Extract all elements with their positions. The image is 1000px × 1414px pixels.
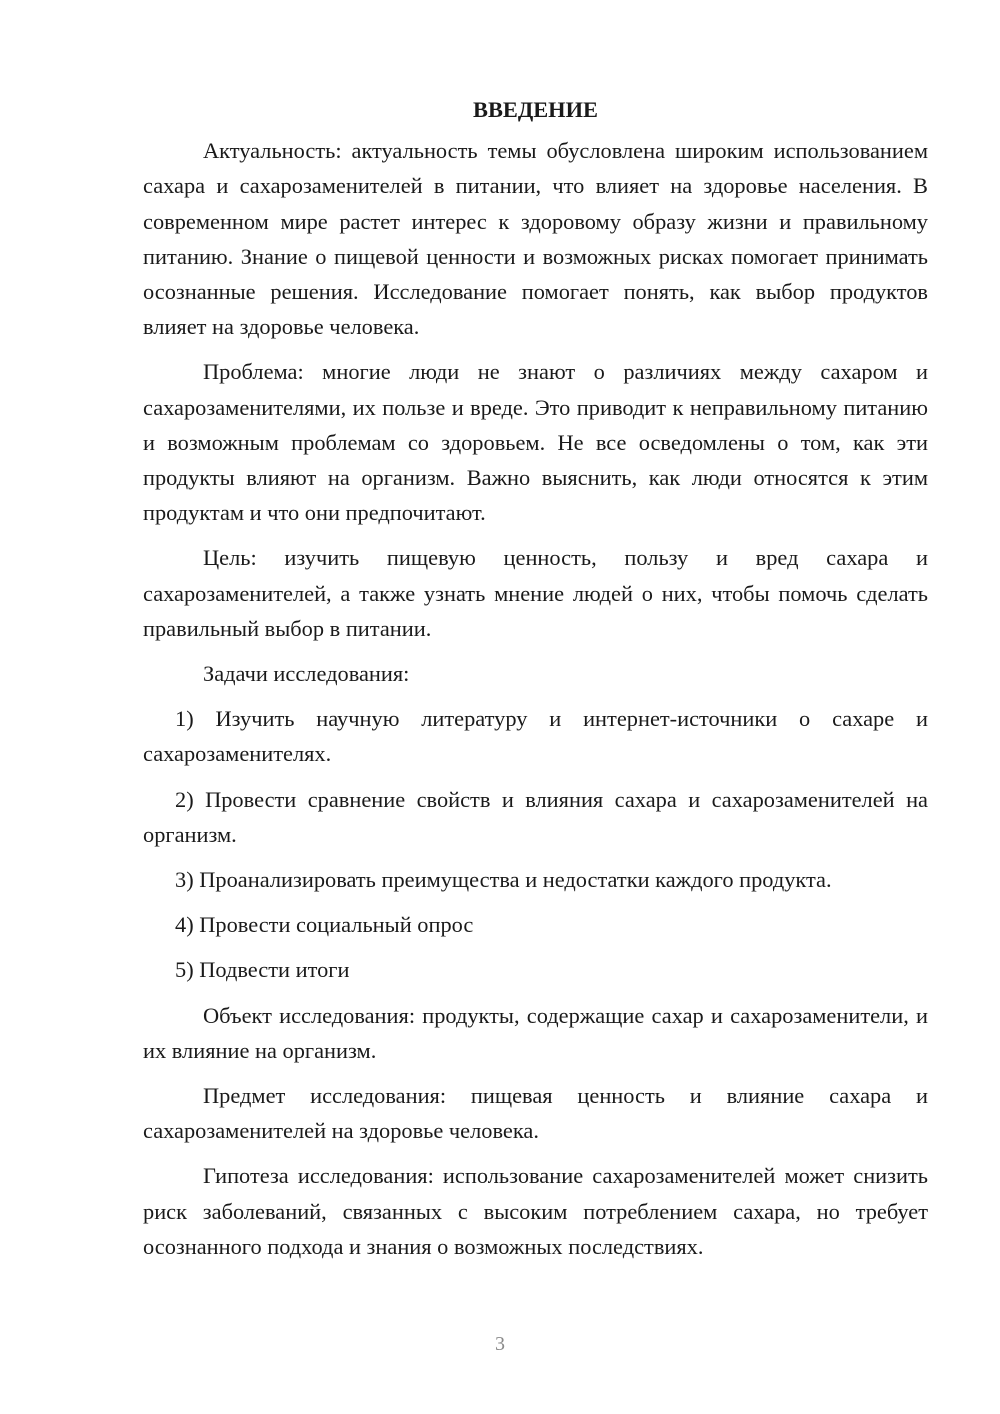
paragraph-object: Объект исследования: продукты, содержащие сахар и сахарозаменители, и их влияние на организм.	[143, 1002, 928, 1063]
page-content	[143, 92, 928, 1274]
paragraph-subject: Предмет исследования: пищевая ценность и влияние сахара и сахарозаменителей на здоровье человека.	[143, 1083, 928, 1144]
page-number: 3	[495, 1333, 505, 1355]
tasks-heading: Задачи исследования:	[203, 661, 410, 687]
task-item: 4) Провести социальный опрос	[175, 912, 474, 938]
section-title: ВВЕДЕНИЕ	[473, 97, 598, 122]
paragraph-relevance: Актуальность: актуальность темы обусловлена широким использованием сахара и сахарозаменителей в питании, что влияет на здоровье населения. В современном мире растет интерес к здоровому образу жизни и правильному питанию. Знание о пищевой ценности и возможных рисках помогает принимать осознанные решения. Исследование помогает понять, как выбор продуктов влияет на здоровье человека.	[143, 138, 928, 340]
paragraph-problem: Проблема: многие люди не знают о различиях между сахаром и сахарозаменителями, их пользе и вреде. Это приводит к неправильному питанию и возможным проблемам со здоровьем. Не все осведомлены о том, как эти продукты влияют на организм. Важно выяснить, как люди относятся к этим продуктам и что они предпочитают.	[143, 359, 928, 526]
paragraph-hypothesis: Гипотеза исследования: использование сахарозаменителей может снизить риск заболеваний, связанных с высоким потреблением сахара, но требует осознанного подхода и знания о возможных последствиях.	[143, 1163, 928, 1259]
task-item: 1) Изучить научную литературу и интернет-источники о сахаре и сахарозаменителях.	[143, 706, 928, 767]
task-item: 3) Проанализировать преимущества и недостатки каждого продукта.	[175, 867, 832, 893]
task-item: 2) Провести сравнение свойств и влияния сахара и сахарозаменителей на организм.	[143, 786, 928, 847]
paragraph-goal: Цель: изучить пищевую ценность, пользу и вред сахара и сахарозаменителей, а также узнать мнение людей о них, чтобы помочь сделать правильный выбор в питании.	[143, 545, 928, 641]
task-item: 5) Подвести итоги	[175, 957, 350, 983]
